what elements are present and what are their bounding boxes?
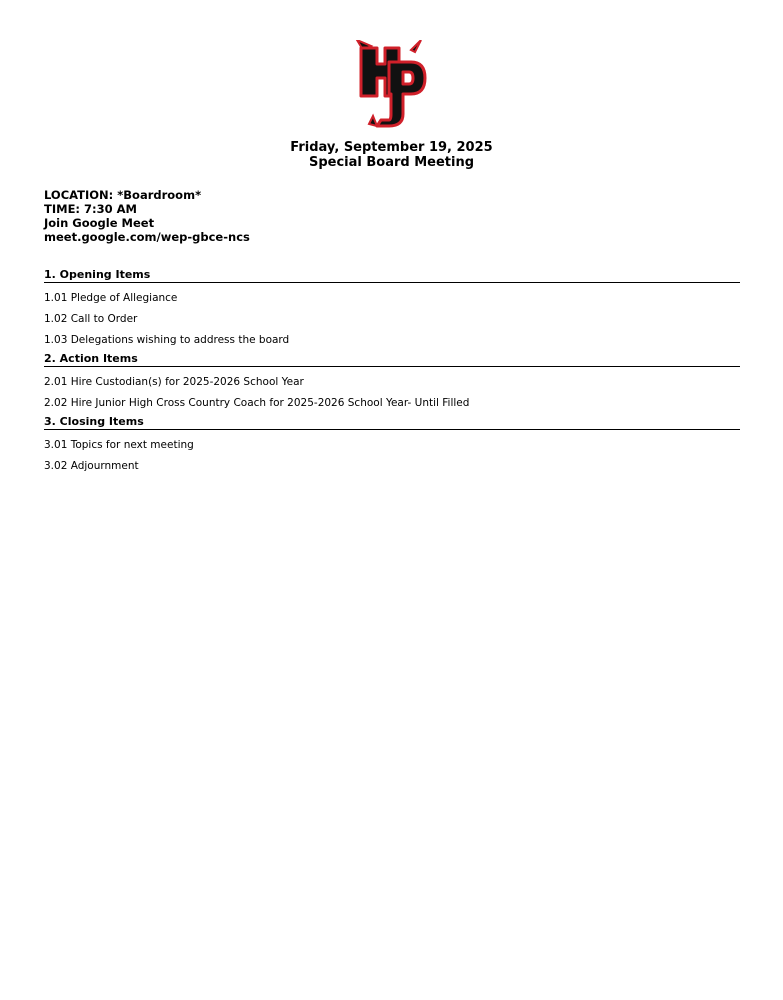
right-horn-shape (411, 40, 421, 52)
tail-point-shape (369, 116, 377, 126)
agenda-item: 2.01 Hire Custodian(s) for 2025-2026 School Year (44, 376, 304, 388)
meet-link[interactable]: meet.google.com/wep-gbce-ncs (44, 230, 250, 244)
agenda-section-opening (44, 268, 740, 346)
agenda-section-action (44, 352, 740, 409)
section-title: 2. Action Items (44, 352, 740, 367)
section-title: 1. Opening Items (44, 268, 740, 283)
meeting-date: Friday, September 19, 2025 (290, 140, 493, 155)
section-title: 3. Closing Items (44, 415, 740, 430)
hp-logo-graphic (355, 40, 429, 132)
agenda-item: 1.02 Call to Order (44, 313, 138, 325)
meeting-info (44, 188, 250, 244)
hp-logo (355, 40, 429, 132)
agenda-item: 1.03 Delegations wishing to address the board (44, 334, 290, 346)
meeting-time: TIME: 7:30 AM (44, 202, 137, 216)
join-google-meet: Join Google Meet (44, 216, 155, 230)
agenda-section-closing (44, 415, 740, 472)
agenda-item: 3.01 Topics for next meeting (44, 439, 194, 451)
agenda-item: 3.02 Adjournment (44, 460, 139, 472)
meeting-location: LOCATION: *Boardroom* (44, 188, 202, 202)
page-header (0, 140, 783, 170)
meeting-title: Special Board Meeting (308, 155, 475, 170)
agenda-item: 2.02 Hire Junior High Cross Country Coach for 2025-2026 School Year- Until Filled (44, 397, 470, 409)
agenda (44, 268, 740, 477)
agenda-item: 1.01 Pledge of Allegiance (44, 292, 178, 304)
